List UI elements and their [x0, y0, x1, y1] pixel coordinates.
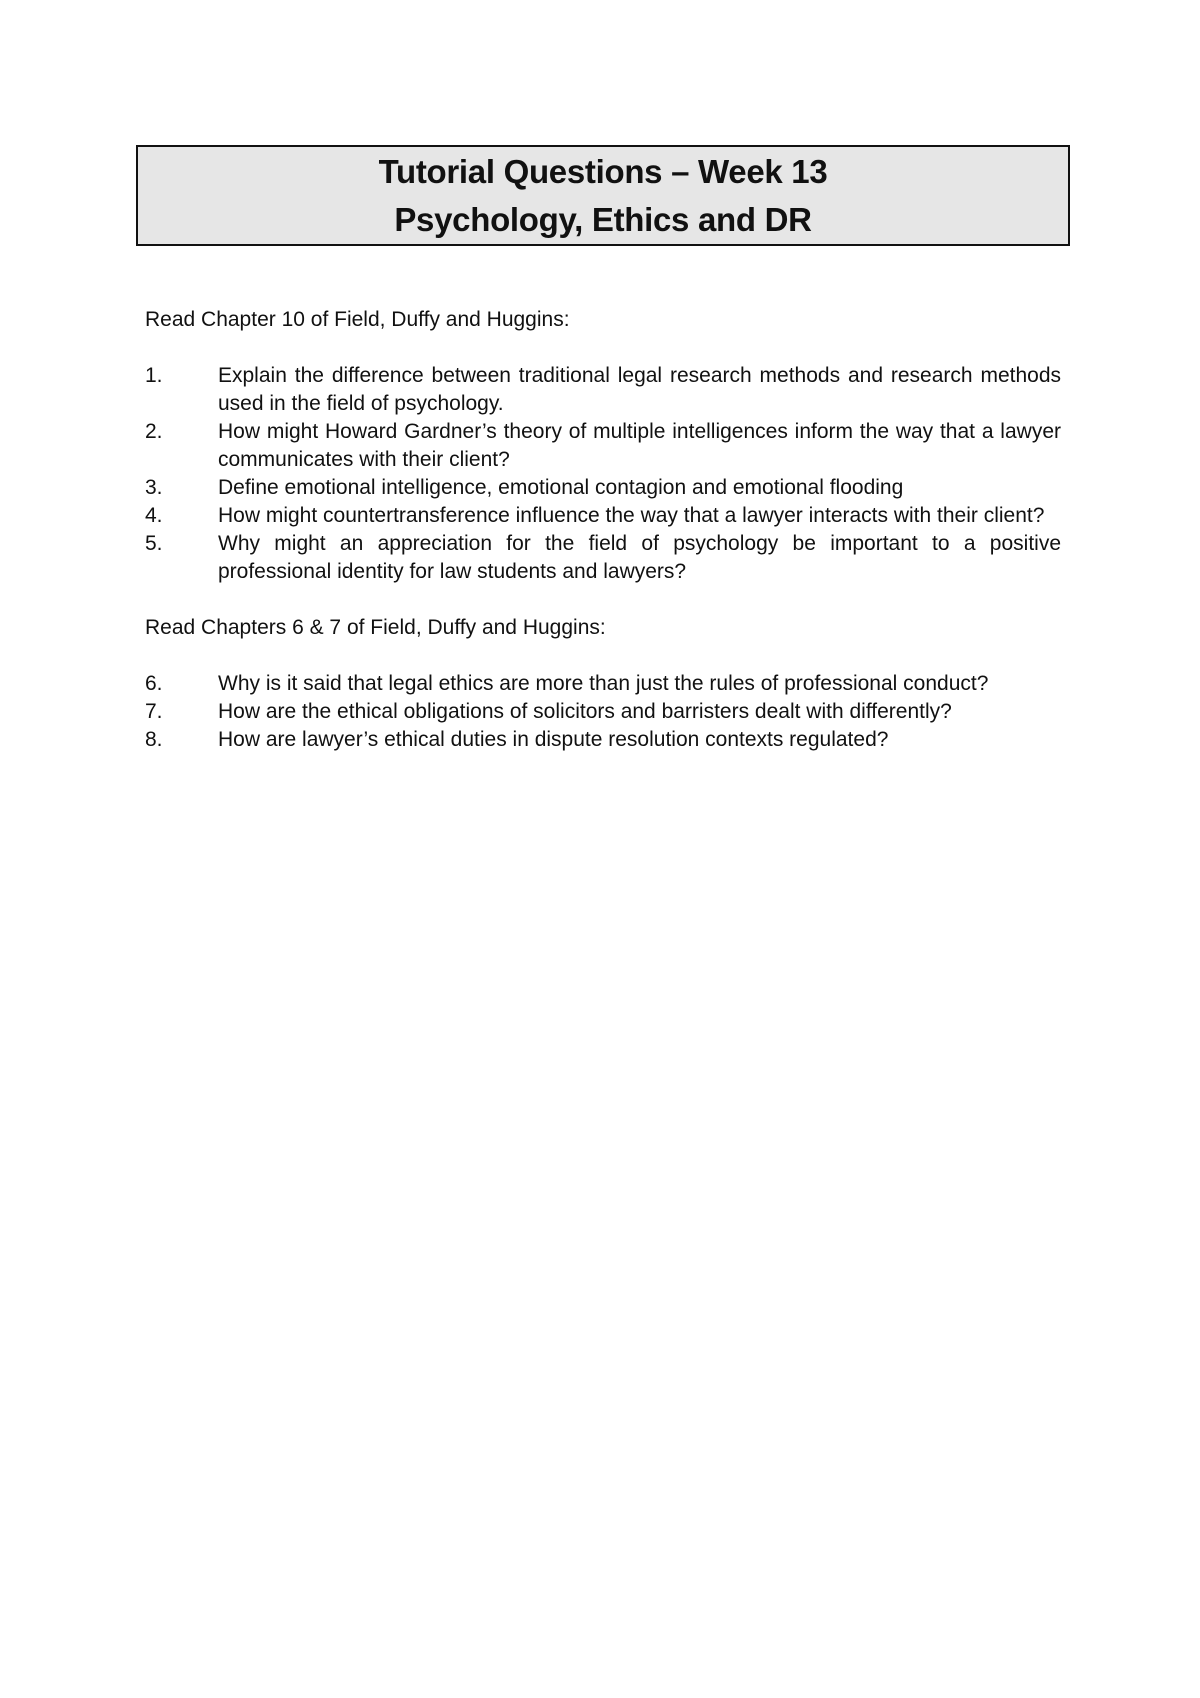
document-body: [145, 306, 1061, 782]
page-subtitle: Psychology, Ethics and DR: [394, 200, 812, 238]
question-text: How might countertransference influence the way that a lawyer interacts with their client?: [218, 504, 1045, 527]
question-list-1: [145, 362, 1061, 586]
question-number: 5.: [145, 532, 163, 555]
question-text: Why might an appreciation for the field of psychology be important to a positive professional identity for law students and lawyers?: [218, 532, 1061, 583]
reading-instruction-2: Read Chapters 6 & 7 of Field, Duffy and Huggins:: [145, 616, 606, 639]
question-number: 7.: [145, 700, 163, 723]
question-item: [145, 502, 1061, 530]
question-text: How are the ethical obligations of solicitors and barristers dealt with differently?: [218, 700, 952, 723]
question-number: 4.: [145, 504, 163, 527]
question-list-2: [145, 670, 1061, 754]
question-item: [145, 726, 1061, 754]
question-number: 8.: [145, 728, 163, 751]
question-text: Explain the difference between traditional legal research methods and research methods used in the field of psychology.: [218, 364, 1061, 415]
question-number: 6.: [145, 672, 163, 695]
question-item: [145, 418, 1061, 474]
question-text: How might Howard Gardner’s theory of multiple intelligences inform the way that a lawyer communicates with their client?: [218, 420, 1061, 471]
question-item: [145, 698, 1061, 726]
question-number: 2.: [145, 420, 163, 443]
question-text: Why is it said that legal ethics are more than just the rules of professional conduct?: [218, 672, 989, 695]
question-item: [145, 530, 1061, 586]
question-item: [145, 474, 1061, 502]
page-title: Tutorial Questions – Week 13: [378, 152, 828, 190]
question-text: How are lawyer’s ethical duties in dispute resolution contexts regulated?: [218, 728, 889, 751]
question-item: [145, 362, 1061, 418]
question-item: [145, 670, 1061, 698]
question-text: Define emotional intelligence, emotional contagion and emotional flooding: [218, 476, 904, 499]
question-number: 1.: [145, 364, 163, 387]
title-box: [136, 145, 1070, 246]
question-number: 3.: [145, 476, 163, 499]
reading-instruction-1: Read Chapter 10 of Field, Duffy and Huggins:: [145, 308, 570, 331]
